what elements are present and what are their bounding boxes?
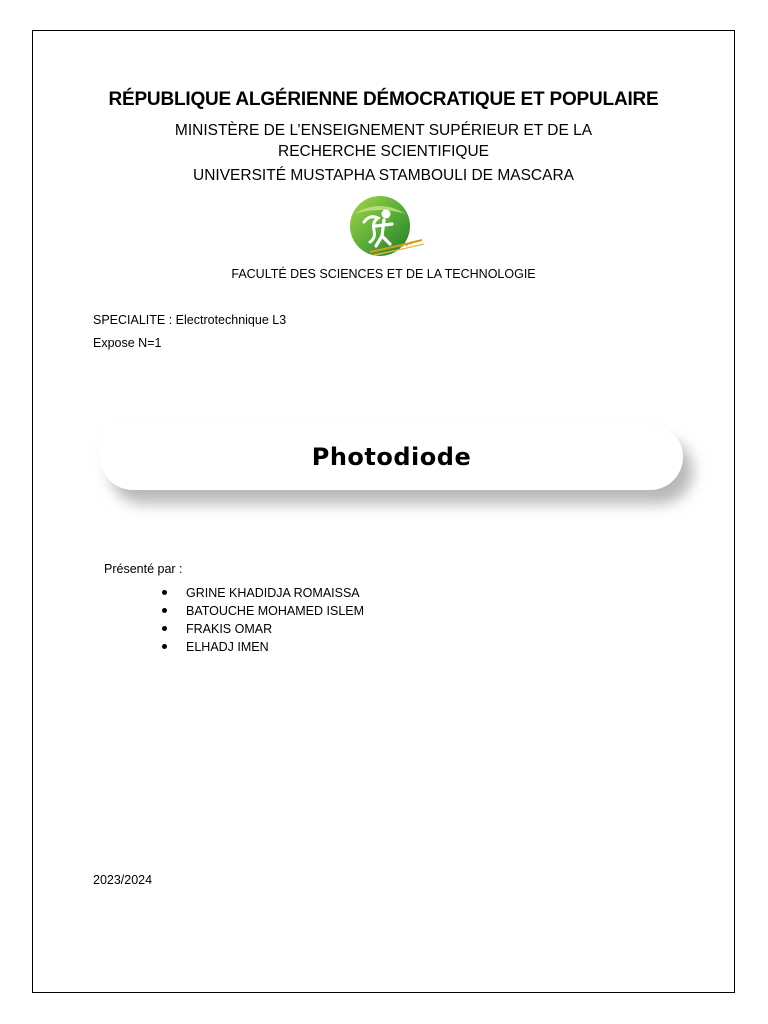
country-heading: RÉPUBLIQUE ALGÉRIENNE DÉMOCRATIQUE ET POPULAIRE <box>108 89 659 110</box>
faculty-heading: FACULTÉ DES SCIENCES ET DE LA TECHNOLOGIE <box>231 267 536 281</box>
university-heading: UNIVERSITÉ MUSTAPHA STAMBOULI DE MASCARA <box>193 167 574 184</box>
list-item <box>162 638 364 656</box>
presented-by-label: Présenté par : <box>104 562 183 576</box>
author-name: FRAKIS OMAR <box>186 622 273 636</box>
author-name: BATOUCHE MOHAMED ISLEM <box>186 604 365 618</box>
academic-year: 2023/2024 <box>93 873 153 887</box>
expose-line: Expose N=1 <box>93 336 162 350</box>
specialite-line: SPECIALITE : Electrotechnique L3 <box>93 313 287 327</box>
bullet-icon <box>162 626 167 631</box>
document-title: Photodiode <box>311 443 472 471</box>
list-item <box>162 602 364 620</box>
author-name: ELHADJ IMEN <box>186 640 269 654</box>
author-name: GRINE KHADIDJA ROMAISSA <box>186 586 360 600</box>
ministry-heading: MINISTÈRE DE L’ENSEIGNEMENT SUPÉRIEUR ET DE LA RECHERCHE SCIENTIFIQUE <box>174 122 593 160</box>
title-banner <box>100 424 683 490</box>
bullet-icon <box>162 644 167 649</box>
bullet-icon <box>162 608 167 613</box>
list-item <box>162 620 364 638</box>
author-list <box>162 584 364 656</box>
list-item <box>162 584 364 602</box>
bullet-icon <box>162 590 167 595</box>
university-logo-icon <box>340 192 426 262</box>
